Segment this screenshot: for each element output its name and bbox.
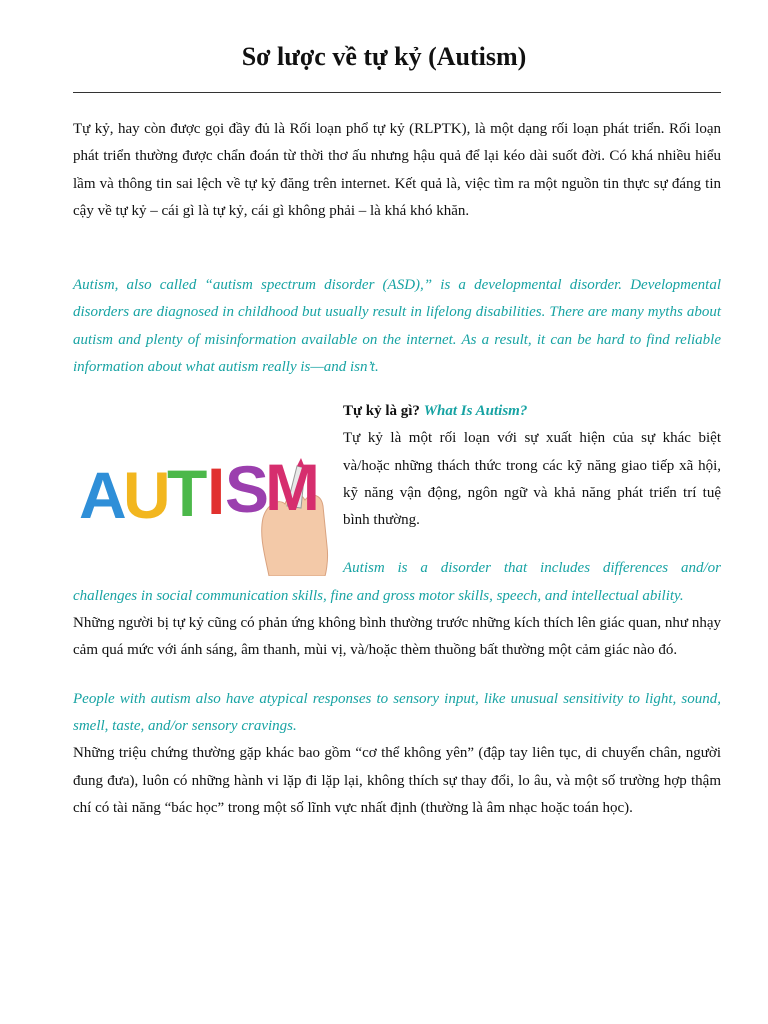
autism-word-hand-image <box>73 406 335 576</box>
letter-t: T <box>167 456 208 530</box>
page-title: Sơ lược về tự kỷ (Autism) <box>241 42 527 71</box>
what-is-autism-section <box>73 398 721 822</box>
definition-paragraph-en: Autism is a disorder that includes differences and/or challenges in social communication skills, fine and gross motor skills, speech, and intellectual ability. <box>73 560 721 604</box>
letter-a: A <box>79 458 127 532</box>
symptoms-paragraph-vi: Những triệu chứng thường gặp khác bao gồm “cơ thể không yên” (đập tay liên tục, di chuyển chân, người đung đưa), luôn có những hành vi lặp đi lặp lại, không thích sự thay đổi, lo âu, và một số trường hợp thậm chí có tài năng “bác học” trong một số lĩnh vực nhất định (thường là âm nhạc hoặc toán học). <box>73 745 721 816</box>
question-heading-en: What Is Autism? <box>423 403 528 419</box>
letter-m: M <box>265 450 320 524</box>
question-heading-vi: Tự kỷ là gì? <box>343 403 420 419</box>
sensory-paragraph-vi: Những người bị tự kỷ cũng có phản ứng không bình thường trước những kích thích lên giác quan, như nhạy cảm quá mức với ánh sáng, âm thanh, mùi vị, và/hoặc thèm thuồng bất thường một cảm giác nào đó. <box>73 615 721 659</box>
letter-i: I <box>207 454 226 528</box>
autism-illustration <box>73 406 335 576</box>
intro-paragraph-en: Autism, also called “autism spectrum disorder (ASD),” is a developmental disorder. Developmental disorders are diagnosed in childhood but usually result in lifelong disabilities. There are many myths about autism and plenty of misinformation available on the internet. As a result, it can be hard to find reliable information about what autism really is—and isn’t. <box>73 277 721 375</box>
letter-s: S <box>225 452 270 526</box>
sensory-paragraph-en: People with autism also have atypical responses to sensory input, like unusual sensitivity to light, sound, smell, taste, and/or sensory cravings. <box>73 690 721 734</box>
intro-paragraph-vi: Tự kỷ, hay còn được gọi đầy đủ là Rối loạn phổ tự kỷ (RLPTK), là một dạng rối loạn phát triển. Rối loạn phát triển thường được chẩn đoán từ thời thơ ấu nhưng hậu quả để lại kéo dài suốt đời. Có khá nhiều hiểu lầm và thông tin sai lệch về tự kỷ đăng trên internet. Kết quả là, việc tìm ra một nguồn tin thực sự đáng tin cậy về tự kỷ – cái gì là tự kỷ, cái gì không phải – là khá khó khăn. <box>73 121 721 219</box>
definition-paragraph-vi: Tự kỷ là một rối loạn với sự xuất hiện của sự khác biệt và/hoặc những thách thức trong các kỹ năng giao tiếp xã hội, kỹ năng vận động, ngôn ngữ và khả năng phát triển trí tuệ bình thường. <box>343 430 721 529</box>
title-divider <box>73 92 721 93</box>
letter-u: U <box>123 458 171 532</box>
